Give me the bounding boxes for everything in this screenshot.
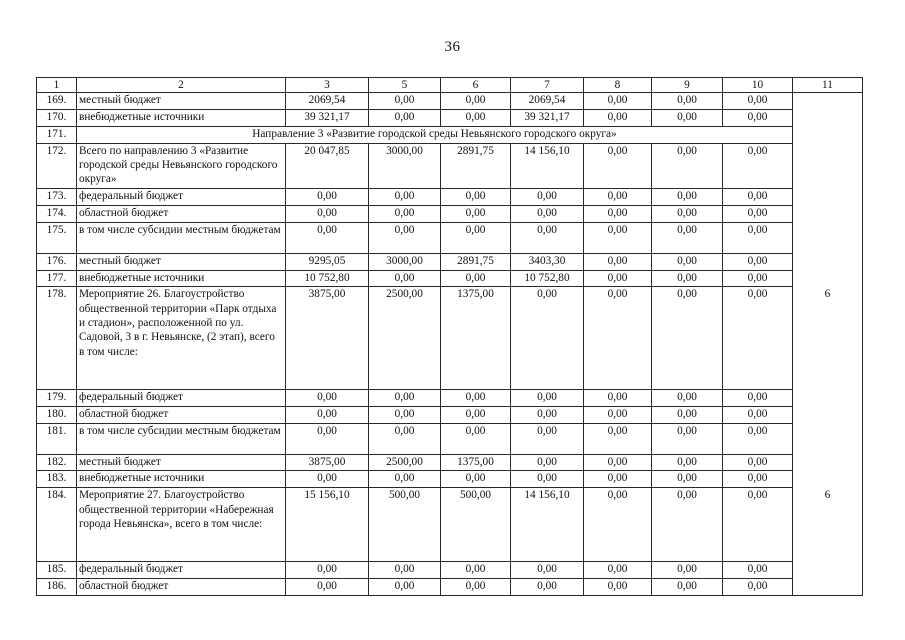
table-row (37, 579, 863, 596)
table-row (37, 110, 863, 127)
cell-value: 0,00 (652, 389, 723, 406)
cell-value: 0,00 (511, 406, 584, 423)
col-header: 6 (441, 78, 511, 93)
cell-value: 39 321,17 (511, 110, 584, 127)
row-label: в том числе субсидии местным бюджетам (77, 222, 286, 253)
cell-value: 0,00 (369, 93, 441, 110)
cell-value: 1375,00 (441, 287, 511, 390)
row-label: в том числе субсидии местным бюджетам (77, 423, 286, 454)
row-label: Мероприятие 27. Благоустройство общественной территории «Набережная города Невьянска», всего в том числе: (77, 488, 286, 562)
cell-value: 0,00 (286, 389, 369, 406)
row-number: 171. (37, 126, 77, 143)
col-header: 1 (37, 78, 77, 93)
table-row (37, 287, 863, 390)
cell-value: 0,00 (286, 189, 369, 206)
cell-col11 (793, 270, 863, 287)
table-row (37, 423, 863, 454)
section-title: Направление 3 «Развитие городской среды Невьянского городского округа» (77, 126, 793, 143)
row-number: 172. (37, 143, 77, 188)
cell-value: 2069,54 (511, 93, 584, 110)
cell-value: 0,00 (584, 110, 652, 127)
cell-value: 10 752,80 (286, 270, 369, 287)
cell-value: 0,00 (369, 222, 441, 253)
cell-value: 0,00 (441, 189, 511, 206)
cell-value: 0,00 (723, 189, 793, 206)
row-number: 186. (37, 579, 77, 596)
cell-value: 0,00 (584, 471, 652, 488)
cell-col11 (793, 471, 863, 488)
col-header: 11 (793, 78, 863, 93)
row-label: областной бюджет (77, 205, 286, 222)
cell-col11 (793, 143, 863, 188)
cell-value: 10 752,80 (511, 270, 584, 287)
row-label: Мероприятие 26. Благоустройство общественной территории «Парк отдыха и стадион», расположенной по ул. Садовой, 3 в г. Невьянске, (2 этап), всего в том числе: (77, 287, 286, 390)
cell-value: 0,00 (652, 423, 723, 454)
col-header: 2 (77, 78, 286, 93)
cell-value: 0,00 (652, 287, 723, 390)
cell-col11 (793, 454, 863, 471)
row-label: внебюджетные источники (77, 110, 286, 127)
cell-value: 3403,30 (511, 253, 584, 270)
cell-col11: 6 (793, 287, 863, 390)
cell-value: 0,00 (441, 110, 511, 127)
row-number: 180. (37, 406, 77, 423)
cell-col11 (793, 189, 863, 206)
cell-value: 0,00 (723, 287, 793, 390)
cell-value: 500,00 (441, 488, 511, 562)
table-body (37, 78, 863, 596)
cell-value: 500,00 (369, 488, 441, 562)
row-label: федеральный бюджет (77, 562, 286, 579)
cell-value: 0,00 (584, 270, 652, 287)
row-number: 179. (37, 389, 77, 406)
cell-col11 (793, 389, 863, 406)
cell-col11 (793, 579, 863, 596)
row-label: местный бюджет (77, 93, 286, 110)
cell-value: 0,00 (286, 562, 369, 579)
cell-value: 3000,00 (369, 253, 441, 270)
cell-value: 0,00 (511, 471, 584, 488)
cell-value: 1375,00 (441, 454, 511, 471)
cell-value: 0,00 (723, 222, 793, 253)
table-row (37, 222, 863, 253)
cell-value: 0,00 (652, 110, 723, 127)
cell-value: 9295,05 (286, 253, 369, 270)
cell-value: 0,00 (584, 222, 652, 253)
table-row (37, 143, 863, 188)
cell-value: 0,00 (584, 579, 652, 596)
table-row (37, 562, 863, 579)
cell-value: 0,00 (369, 270, 441, 287)
header-row (37, 78, 863, 93)
cell-value: 0,00 (511, 222, 584, 253)
cell-value: 0,00 (369, 406, 441, 423)
cell-value: 0,00 (369, 471, 441, 488)
cell-value: 0,00 (441, 222, 511, 253)
table-row (37, 253, 863, 270)
cell-value: 0,00 (441, 579, 511, 596)
cell-value: 14 156,10 (511, 143, 584, 188)
table-row (37, 406, 863, 423)
cell-value: 0,00 (369, 423, 441, 454)
cell-value: 0,00 (723, 110, 793, 127)
table-row (37, 93, 863, 110)
cell-value: 0,00 (584, 488, 652, 562)
cell-value: 0,00 (584, 253, 652, 270)
cell-value: 0,00 (652, 471, 723, 488)
cell-value: 0,00 (652, 562, 723, 579)
cell-value: 0,00 (723, 253, 793, 270)
table-row (37, 488, 863, 562)
cell-value: 0,00 (723, 454, 793, 471)
cell-value: 0,00 (286, 222, 369, 253)
cell-value: 0,00 (652, 579, 723, 596)
cell-value: 0,00 (584, 423, 652, 454)
cell-col11: 6 (793, 488, 863, 562)
cell-col11 (793, 205, 863, 222)
row-number: 169. (37, 93, 77, 110)
cell-value: 0,00 (723, 579, 793, 596)
cell-value: 0,00 (441, 562, 511, 579)
row-number: 185. (37, 562, 77, 579)
cell-value: 2500,00 (369, 287, 441, 390)
cell-value: 0,00 (652, 270, 723, 287)
cell-value: 2069,54 (286, 93, 369, 110)
table-row (37, 454, 863, 471)
cell-value: 0,00 (441, 205, 511, 222)
cell-value: 0,00 (584, 454, 652, 471)
cell-col11 (793, 222, 863, 253)
cell-value: 0,00 (369, 579, 441, 596)
cell-value: 3875,00 (286, 454, 369, 471)
col-header: 10 (723, 78, 793, 93)
cell-col11 (793, 93, 863, 110)
row-label: областной бюджет (77, 406, 286, 423)
col-header: 3 (286, 78, 369, 93)
cell-col11 (793, 562, 863, 579)
cell-value: 0,00 (441, 471, 511, 488)
cell-value: 0,00 (652, 488, 723, 562)
cell-value: 0,00 (286, 205, 369, 222)
cell-value: 0,00 (369, 110, 441, 127)
page-number: 36 (444, 39, 461, 55)
cell-value: 0,00 (441, 389, 511, 406)
row-number: 175. (37, 222, 77, 253)
row-number: 170. (37, 110, 77, 127)
cell-value: 0,00 (723, 205, 793, 222)
cell-value: 0,00 (723, 143, 793, 188)
row-label: федеральный бюджет (77, 389, 286, 406)
section-row (37, 126, 863, 143)
cell-value: 0,00 (511, 423, 584, 454)
row-label: местный бюджет (77, 253, 286, 270)
cell-value: 0,00 (369, 205, 441, 222)
cell-value: 0,00 (584, 143, 652, 188)
table-row (37, 389, 863, 406)
cell-value: 2500,00 (369, 454, 441, 471)
cell-value: 0,00 (652, 253, 723, 270)
cell-value: 20 047,85 (286, 143, 369, 188)
row-number: 184. (37, 488, 77, 562)
cell-value: 0,00 (723, 488, 793, 562)
row-number: 173. (37, 189, 77, 206)
row-number: 183. (37, 471, 77, 488)
cell-value: 0,00 (511, 189, 584, 206)
cell-value: 15 156,10 (286, 488, 369, 562)
table-row (37, 189, 863, 206)
cell-value: 0,00 (584, 287, 652, 390)
cell-value: 0,00 (441, 270, 511, 287)
cell-value: 0,00 (511, 454, 584, 471)
col-header: 9 (652, 78, 723, 93)
row-number: 174. (37, 205, 77, 222)
cell-value: 3875,00 (286, 287, 369, 390)
row-label: внебюджетные источники (77, 471, 286, 488)
row-label: внебюджетные источники (77, 270, 286, 287)
cell-value: 0,00 (723, 562, 793, 579)
cell-col11 (793, 253, 863, 270)
cell-value: 0,00 (652, 189, 723, 206)
cell-value: 0,00 (584, 93, 652, 110)
cell-value: 0,00 (584, 189, 652, 206)
cell-value: 0,00 (441, 406, 511, 423)
row-number: 181. (37, 423, 77, 454)
row-label: местный бюджет (77, 454, 286, 471)
row-number: 177. (37, 270, 77, 287)
cell-col11 (793, 406, 863, 423)
cell-value: 2891,75 (441, 143, 511, 188)
cell-value: 0,00 (652, 93, 723, 110)
cell-value: 0,00 (369, 189, 441, 206)
cell-value: 0,00 (369, 562, 441, 579)
cell-value: 0,00 (511, 389, 584, 406)
cell-value: 0,00 (286, 406, 369, 423)
cell-value: 0,00 (723, 471, 793, 488)
cell-value: 0,00 (652, 406, 723, 423)
cell-value: 0,00 (652, 222, 723, 253)
cell-value: 39 321,17 (286, 110, 369, 127)
row-number: 176. (37, 253, 77, 270)
cell-col11 (793, 110, 863, 127)
cell-value: 0,00 (723, 406, 793, 423)
cell-value: 14 156,10 (511, 488, 584, 562)
cell-col11 (793, 126, 863, 143)
col-header: 7 (511, 78, 584, 93)
cell-value: 0,00 (723, 93, 793, 110)
table-row (37, 471, 863, 488)
cell-value: 0,00 (511, 579, 584, 596)
cell-value: 0,00 (584, 406, 652, 423)
row-label: Всего по направлению 3 «Развитие городской среды Невьянского городского округа» (77, 143, 286, 188)
cell-value: 0,00 (652, 143, 723, 188)
cell-value: 2891,75 (441, 253, 511, 270)
cell-value: 0,00 (511, 205, 584, 222)
cell-value: 0,00 (723, 423, 793, 454)
cell-value: 0,00 (441, 423, 511, 454)
cell-value: 0,00 (286, 579, 369, 596)
cell-value: 0,00 (723, 389, 793, 406)
cell-value: 0,00 (584, 389, 652, 406)
col-header: 5 (369, 78, 441, 93)
row-number: 182. (37, 454, 77, 471)
table-row (37, 205, 863, 222)
cell-value: 0,00 (652, 454, 723, 471)
row-label: федеральный бюджет (77, 189, 286, 206)
cell-value: 0,00 (723, 270, 793, 287)
col-header: 8 (584, 78, 652, 93)
row-number: 178. (37, 287, 77, 390)
cell-value: 3000,00 (369, 143, 441, 188)
cell-value: 0,00 (286, 471, 369, 488)
table-row (37, 270, 863, 287)
cell-value: 0,00 (584, 562, 652, 579)
cell-value: 0,00 (652, 205, 723, 222)
cell-value: 0,00 (584, 205, 652, 222)
cell-value: 0,00 (286, 423, 369, 454)
cell-value: 0,00 (511, 562, 584, 579)
cell-value: 0,00 (369, 389, 441, 406)
budget-table (36, 77, 863, 596)
cell-value: 0,00 (511, 287, 584, 390)
cell-col11 (793, 423, 863, 454)
row-label: областной бюджет (77, 579, 286, 596)
cell-value: 0,00 (441, 93, 511, 110)
